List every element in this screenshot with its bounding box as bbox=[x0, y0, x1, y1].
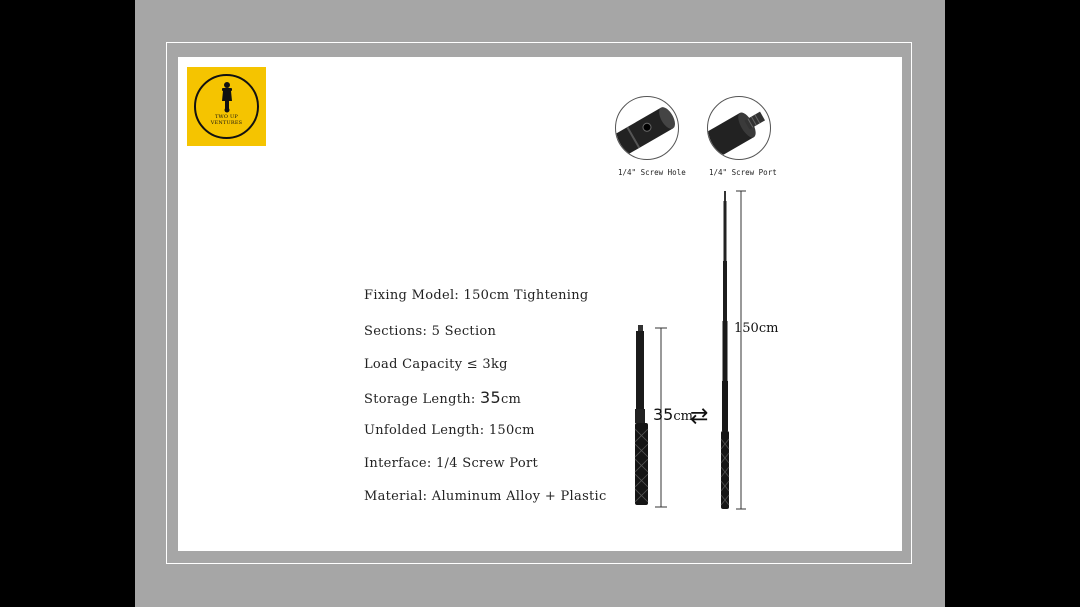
scooter-icon bbox=[216, 81, 238, 113]
storage-length-unit: cm bbox=[500, 392, 522, 407]
storage-length-label: Storage Length: bbox=[364, 392, 480, 407]
switch-arrows-icon: ⇄ bbox=[690, 404, 709, 429]
product-sheet bbox=[178, 57, 902, 551]
screw-hole-icon bbox=[616, 97, 679, 160]
screw-port-caption: 1/4" Screw Port bbox=[709, 168, 777, 177]
screw-hole-detail bbox=[615, 96, 679, 160]
collapsed-length-number: 35 bbox=[653, 405, 674, 424]
screw-hole-caption: 1/4" Screw Hole bbox=[618, 168, 686, 177]
screw-port-detail bbox=[707, 96, 771, 160]
spec-fixing-model: Fixing Model: 150cm Tightening bbox=[364, 288, 589, 303]
logo-text bbox=[187, 114, 266, 126]
brand-logo bbox=[187, 67, 266, 146]
spec-storage-length bbox=[364, 388, 521, 407]
spec-unfolded-length: Unfolded Length: 150cm bbox=[364, 423, 535, 438]
spec-material: Material: Aluminum Alloy + Plastic bbox=[364, 489, 607, 504]
logo-line-2: VENTURES bbox=[210, 120, 243, 126]
spec-interface: Interface: 1/4 Screw Port bbox=[364, 456, 539, 471]
extended-pole bbox=[715, 189, 755, 513]
storage-length-number: 35 bbox=[480, 388, 501, 407]
collapsed-length-unit: cm bbox=[673, 409, 693, 424]
extended-length-label: 150cm bbox=[734, 321, 779, 336]
collapsed-length-label bbox=[653, 405, 693, 424]
spec-sections: Sections: 5 Section bbox=[364, 324, 497, 339]
screw-port-icon bbox=[708, 97, 771, 160]
spec-load-capacity: Load Capacity ≤ 3kg bbox=[364, 357, 508, 372]
logo-line-1: TWO UP bbox=[215, 114, 238, 120]
